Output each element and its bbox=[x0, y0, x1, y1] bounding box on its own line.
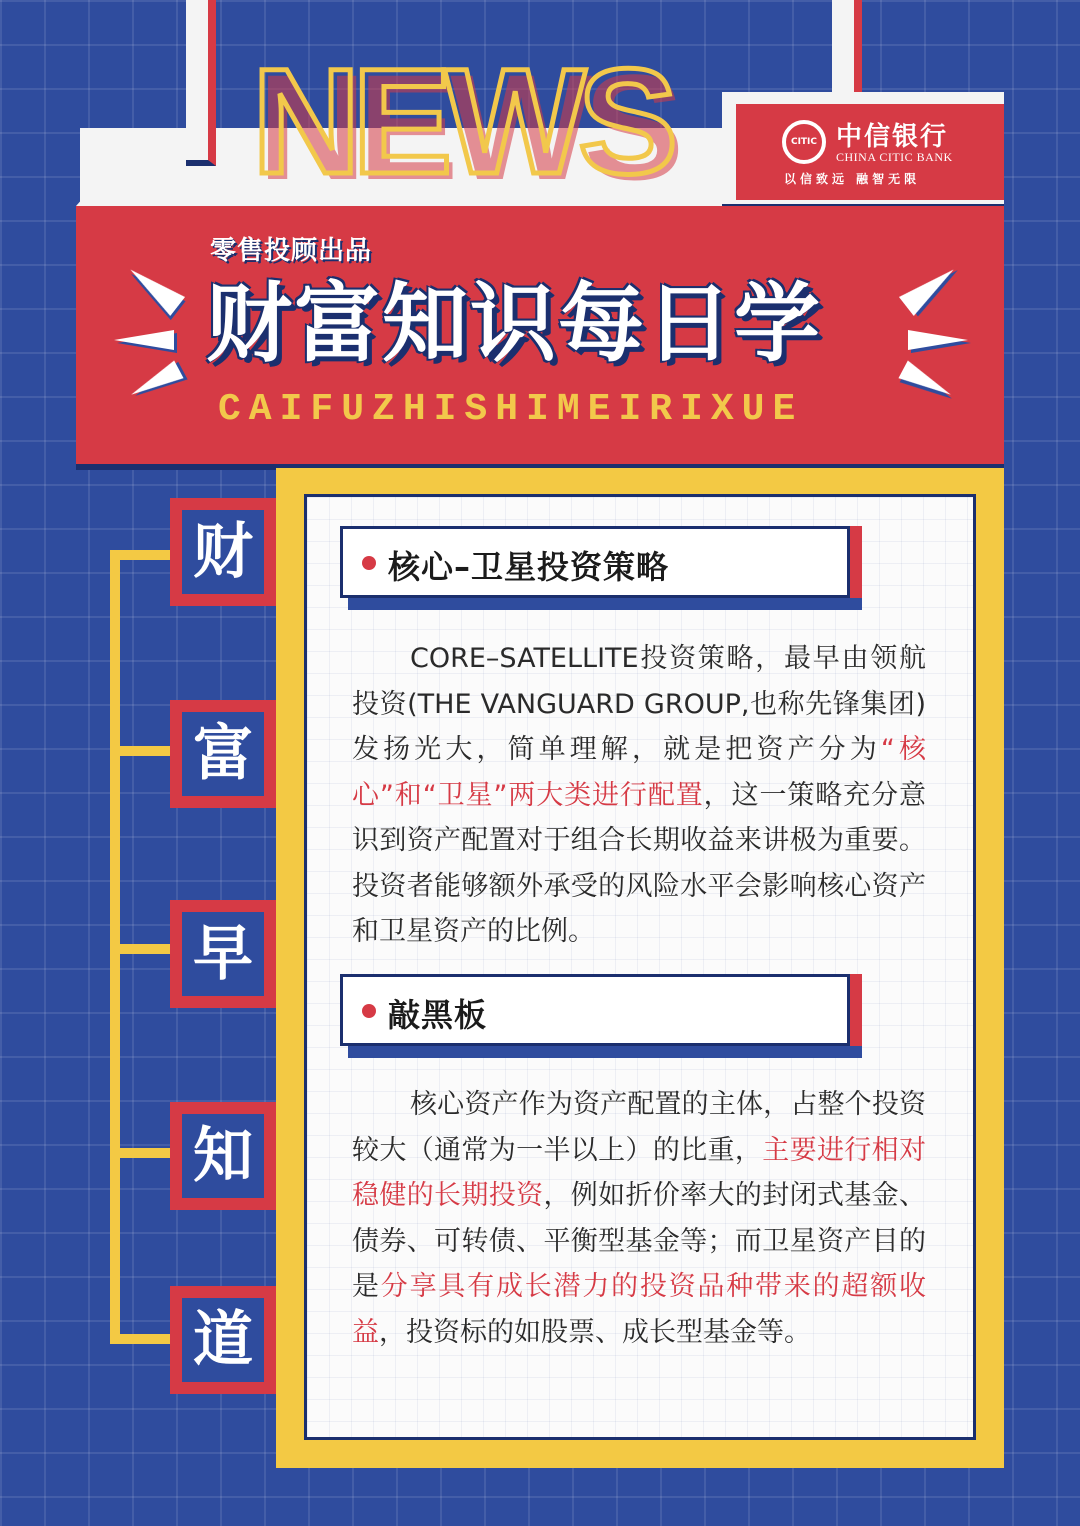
news-heading: NEWS bbox=[252, 37, 670, 205]
section-header-depth bbox=[348, 1046, 862, 1058]
bank-slogan: 以信致远 融智无限 bbox=[784, 172, 921, 186]
citic-logo-icon: CITIC bbox=[782, 120, 826, 164]
side-tab-label: 富 bbox=[182, 712, 264, 796]
banner-pinyin: CAIFUZHISHIMEIRIXUE bbox=[218, 388, 804, 431]
banner-subtitle: 零售投顾出品 bbox=[210, 236, 373, 266]
side-tab-label: 早 bbox=[182, 912, 264, 996]
section-header-depth bbox=[850, 974, 862, 1046]
section-header-depth bbox=[348, 598, 862, 610]
side-tab-fu bbox=[170, 700, 276, 808]
section-paragraph-strategy bbox=[352, 636, 926, 955]
section-title: 核心–卫星投资策略 bbox=[388, 548, 670, 586]
para-text: ，例如折价率大的封闭式基金、债券、可转债、平衡型基金等；而卫星资产目的是 bbox=[352, 1180, 927, 1302]
side-tab-label: 知 bbox=[182, 1114, 264, 1198]
side-tab-label: 财 bbox=[182, 510, 264, 594]
para-text: CORE–SATELLITE投资策略，最早由领航投资(THE VANGUARD GROUP,也称先锋集团)发扬光大，简单理解，就是把资产分为 bbox=[352, 643, 926, 765]
side-tab-label: 道 bbox=[182, 1298, 264, 1382]
banner-title: 财富知识每日学 bbox=[206, 274, 822, 374]
bank-name-cn: 中信银行 bbox=[836, 122, 949, 152]
side-tab-dao bbox=[170, 1286, 276, 1394]
side-tab-zao bbox=[170, 900, 276, 1008]
section-header-depth bbox=[850, 526, 862, 598]
para-text: ，投资标的如股票、成长型基金等。 bbox=[379, 1316, 811, 1348]
para-highlight: 分享具有成长潜力的投资品种带来的超额收益 bbox=[352, 1271, 927, 1348]
bank-name-en: CHINA CITIC BANK bbox=[836, 150, 953, 164]
para-highlight: 主要进行相对稳健的长期投资 bbox=[352, 1134, 926, 1211]
para-highlight: “核心”和“卫星”两大类进行配置 bbox=[352, 734, 926, 811]
side-tab-cai bbox=[170, 498, 276, 606]
side-tab-zhi bbox=[170, 1102, 276, 1210]
section-paragraph-key-point bbox=[352, 1082, 926, 1355]
hanging-post-left bbox=[186, 0, 216, 166]
spark-left-2-icon bbox=[114, 330, 174, 350]
section-title: 敲黑板 bbox=[388, 996, 488, 1034]
bullet-dot-icon bbox=[362, 1004, 376, 1018]
section-header-key-point bbox=[340, 974, 862, 1058]
spark-right-2-icon bbox=[908, 330, 968, 350]
para-text: ，这一策略充分意识到资产配置对于组合长期收益来讲极为重要。投资者能够额外承受的风险水平会影响核心资产和卫星资产的比例。 bbox=[352, 779, 926, 947]
section-header-strategy bbox=[340, 526, 862, 610]
bullet-dot-icon bbox=[362, 556, 376, 570]
para-text: 核心资产作为资产配置的主体，占整个投资较大（通常为一半以上）的比重， bbox=[352, 1089, 926, 1166]
